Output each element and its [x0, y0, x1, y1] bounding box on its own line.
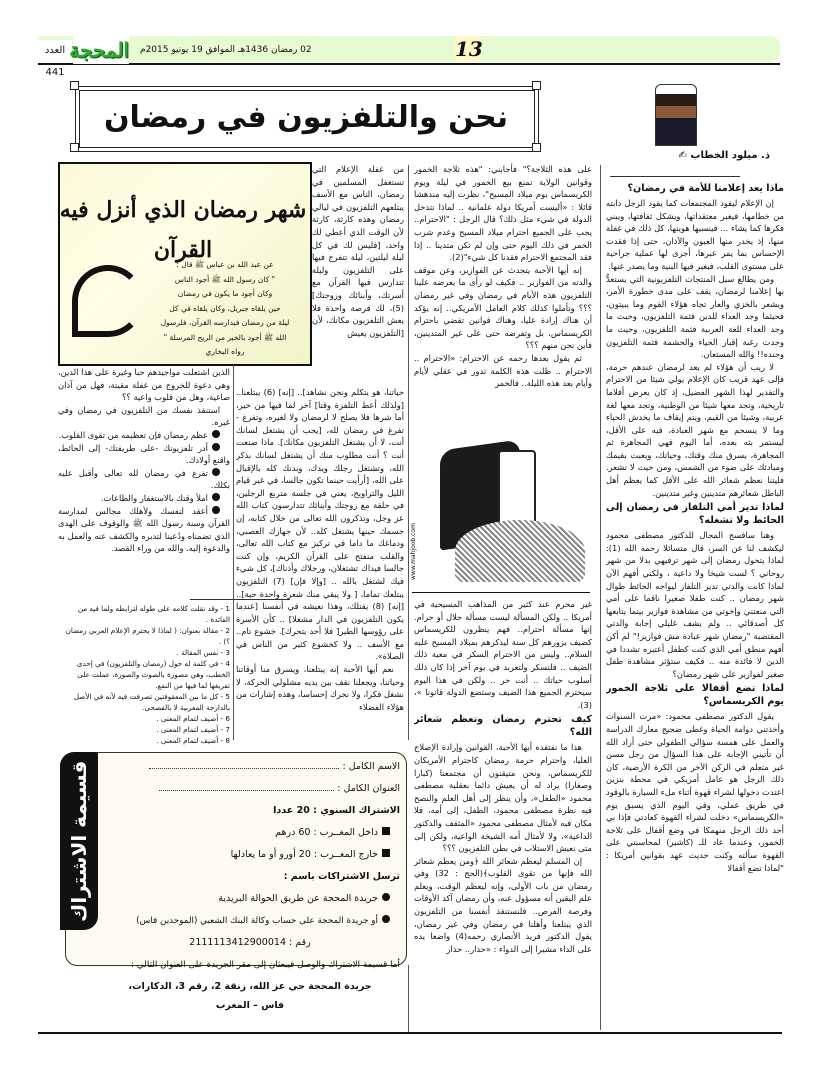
pen-icon: ✍	[678, 150, 687, 161]
calligraphy-title: شهر رمضان الذي أنزل فيه القرآن	[59, 197, 307, 263]
hadith-line: ليلة من رمضان فيدارسه القرآن، فلرسول	[160, 318, 290, 327]
bullet-icon	[212, 468, 220, 476]
payment-option-text: أو جريدة المحجة على حساب وكالة البنك الشعبي (الموحدين فاس)	[136, 916, 378, 926]
hadith-line: الله ﷺ أجود بالخير من الريح المرسلة "	[163, 332, 287, 342]
paragraph: لا ريب أن هؤلاء لم يعد لرمضان عندهم حرمة، فإلى عهد قريب كان الإعلام يولي شيئا من الاحترام والتقدير لهذا الشهر الفضيل، إذ كان يعرض أفلاما تاريخية، وتجد معها شيئا من الوطنية، وتجد معها لغة عربية، وشيئا من القيم، ويتم إيقاف ما يخدش الحياء وما لا ينسجم مع شهر العبادة، فيه على الأقل، ليستمر بثه بعده، أما اليوم فهي المجاهرة ثم المجاهرة، يسرق منك وقتك، وحياتك، ويعبث بقيمك ومبادئك على ضوء من الشمس، ومن حيث لا تشعر. فليتنا نعظم شعائر الله على الأقل كما يعظم أهل الباطل شعائرهم متدينين وغير متدينين.	[606, 361, 784, 498]
paragraph: غير محرم عند كثير من المذاهب المسيحية في أمريكا .. ولكن المسألة ليست مسألة حلال أو حرام. إنها مسألة احترام.. فهم ينظرون للكريسماس كضيف يزورهم كل سنة ليذكرهم بميلاد المسيح عليه السلام.. وليس من الاحترام السكر في معية ذلك الضيف .. فلتسكر ولتعربد في يوم آخر إذا كان ذلك أسلوب حياتك .. أنت حر .. ولكن في هذا اليوم سيحترم الجميع هذا الضيف وستضع الدولة قانونا »، (3).	[414, 599, 592, 710]
paragraph: استنقذ نفسك من التلفزيون في رمضان وفي غيره.	[58, 404, 230, 428]
bullet-icon	[382, 915, 390, 923]
bullet-text: تفرغ في رمضان لله تعالى وأقبل عليه بكلك.	[58, 467, 230, 491]
square-bullet-icon	[382, 849, 390, 857]
bullet-text: عظم رمضان فإن تعظيمه من تقوى القلوب.	[58, 429, 208, 440]
footnote: 8 - أضيف لتمام المعنى .	[156, 736, 230, 745]
price-outside-text: خارج المغــرب : 20 أورو أو ما يعادلها	[230, 849, 378, 860]
address-label: العنوان الكامل :	[337, 783, 400, 794]
bullet-icon	[382, 893, 390, 901]
column-divider	[233, 365, 234, 740]
column-divider	[408, 165, 409, 740]
name-field[interactable]	[149, 758, 339, 769]
paragraph: حياتنا، هو يتكلم ونحن نشاهد].. [إنه] (6) يبتلعنا.. [ولذلك أعط التلفزة وقتا] آخر لما فيها من خير، أما شرها فلا يصلح لا لرمضان ولا لغيره، وتفرغ - تفرغ في رمضان لله، [يجب أن يشتغل لسانك أنت، لا أن يشتغل التلفزيون مكانك]. ماذا صنعت أنت ؟ أنت مطلوب منك أن يشتغل لسانك بذكر الله، وتشتغل رجلك ويدك، وبدنك كله بالإقبال على الله، [أرأيت حينما تكون جالسا، في غير قيام الليل والتراويح، يعني في جلسة متربع الرجلين، في حلقة مع زوجتك وأبنائك تتدارسون كتاب الله عز وجل، وتذكرون الله تعالى من خلال كتابه، إن جسمك حينها يشتغل كله.. لأن جهازك العصبي، ودماغك ما داما في تركيز مع كتاب الله تعالى، والقلب منفتح على القرآن الكريم، وإن كنت جالسا فيداك تشتغلان، ورجلاك وأذناك]، كل شيء فيك لشتغل بالله .. [وإلا فإن] (7) التلفزيون يبتلعك تماما، [ ولا يبقي منك شعرة واحدة حية].. [إنه] (8) يقتلك، وهذا نعيشه في أنفسنا [عندما يكون التلفزيون في الدار مشغلا] .. كأن الأسرة على رؤوسها الطير[ فلا أحد يتحرك]. خشوع تام.. مع الأسف .. ولا كخشوع كثير من الناس في الصلاة».	[236, 387, 404, 662]
subscription-tab-label: قسيمة الاشتراك	[67, 760, 91, 922]
footnote: 3 - نفس المقالة .	[176, 648, 230, 657]
mailing-address-line2: فاس – المغرب	[215, 1000, 285, 1011]
hadith-line: وكان أجود ما يكون في رمضان	[177, 289, 273, 298]
hadith-line: " كان رسول الله ﷺ أجود الناس	[174, 274, 276, 284]
paragraph: وهنا سافسح المجال للدكتور مصطفى محمود ليكشف لنا عن السر، قال متسائلا رحمه الله (1): لماذا يتحول رمضان إلى شهر ترفيهي بدلا من شهر روحاني ؟ لست شيخا ولا داعية ، ولكني أفهم الآن لماذا كانت والدتي تدير التلفاز ليواجه الحائط طوال شهر رمضان .. كنت طفلا صغيرا ناقما على أمي التي منعتني وإخوتي من مشاهدة فوازير بينما يتابعها كل أصدقائي .. ولم يشف غليلي إجابة والدتي المقتضبة "رمضان شهر عبادة مش فوازير!" لم أكن أفهم منطق أمي الذي كنت كطفل أعتبره تشددا في الدين لا فائدة منه .. فكيف ستؤثر مشاهدة طفل صغير لفوازير على شهر رمضان؟	[606, 530, 784, 679]
paragraph: ثم يقول بعدها رحمه عن الاحترام: «الاحترام .. الاحترام .. ظلت هذه الكلمة تدور في عقلي لأيام وأيام بعد هذه الليلة.. فالخمر	[414, 352, 592, 389]
bullet-icon	[212, 443, 220, 451]
bullet-item	[58, 429, 230, 442]
paragraph: إن الإعلام ليقود المجتمعات كما يقود الرجل دابته من خطامها، فيغير معتقداتها، ويشكل ثقافتها، ويبني فكرها كما يشاء ... فينسيها هويتها، كل ذلك في غفلة منها، إذ يخدر منها العيون والآذان، حتى إذا فقدت الإحساس بما يمر عبرها، أجرى لها عملية جراحية على مستوى القلب، فيغير فيها البنية وما يصدر عنها.	[606, 198, 784, 271]
bullet-icon	[212, 430, 220, 438]
brand-logo: المحجة	[69, 38, 129, 62]
hadith-text	[150, 258, 300, 360]
column-divider	[600, 165, 601, 1030]
page-bottom-rule	[38, 1032, 782, 1034]
footnote: 6 - أضيف لتمام المعنى .	[156, 714, 230, 723]
image-credit: www.mahjoob.com	[410, 523, 417, 580]
paragraph: على هذه الثلاجة؟" فأجابني: "هذه ثلاجة الخمور وقوانين الولاية تمنع بيع الخمور في ليلة ويوم الكريسماس يوم ميلاد المسيح"، نظرت إليه مندهشا قائلا : «أليست أمريكا دولة علمانية .. لماذا تتدخل الدولة في شيء مثل ذلك؟ قال الرجل : "الاحترام.. يجب على الجميع احترام ميلاد المسيح وعدم شرب الخمر في ذلك اليوم حتى وإن لم تكن متدينا .. إذا فقد المجتمع الاحترام فقدنا كل شيء"(2).	[414, 164, 592, 263]
footnote: 1 - وقد نقلت كلامه على طوله لترابطه ولما فيه من الفائدة .	[77, 604, 230, 624]
column-2-top	[414, 163, 592, 433]
paragraph: الذين اشتعلت مواجيدهم حبا وغيرة على هذا الدين، وهي دعوة للخروج من غفلة مقيتة، فهل من آذان صاغية، وهل من قلوب واعية ؟؟	[58, 367, 230, 403]
column-2-bottom	[414, 598, 592, 1032]
column-1	[606, 180, 784, 1032]
footnote: 4 - في كلمة له حول (رمضان والتلفزيون) في إحدى الخطب، وهي مصورة بالصوت والصورة، عملت على تفريغها لما فيها من النفع.	[76, 659, 230, 690]
subscription-body	[100, 756, 400, 1014]
footnotes	[58, 603, 230, 746]
paragraph: من غفلة الإعلام التي تستغفل المسلمين في رمضان، الناس مع الأسف يبتلعهم التلفزيون في ليالي رمضان وهذه كارثة، كارثة لأن الوقت الذي أعطي لك واحد، [فليس لك في كل ليلة ليلتين، ليلة تتفرج فيها على التلفزيون وليلة تتدارس فيها القرآن مع أسرتك، وأبنائك وزوجتك] (5)، لك فرصة واحدة فلا يعش التلفزيون مكانك، لأن [التلفزيون يعيش	[312, 164, 404, 338]
bullet-icon	[212, 493, 220, 501]
paragraph: نعم أيها الأحبة إنه يبتلعنا، ويسرق منا أوقاتنا وحياتنا، ويجعلنا نقف بين يديه مشلولي الحركة، لا نشغل فكرا، ولا نحرك إحساسا، وهذه إشارات من هؤلاء الفضلاء	[236, 664, 404, 712]
bullet-item	[58, 492, 230, 505]
payment-option-1	[100, 888, 400, 910]
bullet-text: أعقد لنفسك ولأهلك مجالس لمدارسة القرآن وسنة رسول الله ﷺ والوقوف على الهدى الذي تضمناه ودُعينا لتدبره والكشف عنه والعمل به والدعوة إليه. والله من وراء القصد.	[58, 505, 230, 554]
bullet-item	[58, 442, 230, 467]
square-bullet-icon	[382, 827, 390, 835]
name-label: الاسم الكامل :	[342, 761, 400, 772]
price-outside	[100, 844, 400, 866]
floral-ornament	[72, 265, 144, 337]
issue-number: العدد 441	[38, 40, 72, 62]
paragraph: ومن يطالع سيل المنتجات التلفزيونية التي يستعدُّ بها إعلامنا لرمضان، يقف على مدى خطورة الأمر، ويشعر بالخزي والعار تجاه هؤلاء القوم وما يبيتون، فحيثما وجد العداء للدين فثمة التلفزيون، وحيث ما وجد العداء للغة العربية فثمة التلفزيون، وحيث ما وجدت رغبة إقبار الحياء والحشمة فثمة التلفزيون وجنده!! والله المستعان.	[606, 273, 784, 360]
bullet-text: املأ وقتك بالاستغفار والطاعات.	[101, 492, 208, 503]
bullet-item	[58, 467, 230, 492]
paragraph: إن المسلم ليعظم شعائر الله ﴿ومن يعظم شعائر الله فإنها من تقوى القلوب﴾(الحج : 32) وفي رمضان من باب الأولى، وإنه ليعظم الوقت، ويعلم علم اليقين أنه مسؤول عنه، وأن رمضان آكد الأوقات وفرصة الفرص.. فلنستنقذ أنفسنا من التلفزيون الذي يبتلعنا وأهلنا في رمضان وفي غير رمضان، يقول الدكتور فريد الأنصاري رحمه(4) واضعا يده على الداء مشيرا إلى الدواء : «حذار.. حذار	[414, 855, 592, 954]
bullet-text: أدر تلفزيونك -على طريقتك- إلى الحائط، واقنع أولادك.	[58, 442, 230, 466]
issue-date: 02 رمضان 1436هـ الموافق 19 يونيو 2015م	[140, 45, 312, 55]
tv-spilling-debris	[455, 520, 585, 582]
footnote: 7 - أضيف لتمام المعنى .	[156, 725, 230, 734]
author-photo	[655, 84, 697, 146]
send-to-label: ترسل الاشتراكات باسم :	[283, 871, 400, 882]
subheading: لماذا تضع أقفالا على ثلاجة الخمور يوم الكريسماس؟	[606, 683, 784, 708]
subheading: كيف تحترم رمضان وتعظم شعائر الله؟	[414, 714, 592, 739]
article-title: نحن والتلفزيون في رمضان	[103, 100, 509, 135]
bullet-item	[58, 505, 230, 555]
mailing-instructions: أما قسيمة الاشتراك والوصل فيبعثان إلى مقر الجريدة على العنوان التالي :	[131, 960, 400, 970]
masthead-rule	[38, 63, 780, 65]
footnote: 2 - مقالة بعنوان: ( لماذا لا يحترم الإعلام العربي رمضان ؟) .	[65, 626, 230, 646]
author-byline	[600, 150, 770, 161]
mailing-address-line1: جريدة المحجة حي عز الله، زنقة 2، رقم 3، الدكارات،	[128, 981, 372, 992]
annual-subscription: الاشتراك السنوي : 20 عددا	[273, 805, 400, 816]
bullet-icon	[212, 506, 220, 514]
column-3-narrow	[312, 163, 404, 385]
author-name: ذ. ميلود الخطاب	[690, 150, 770, 161]
price-inside-text: داخل المغــرب : 60 درهم	[275, 827, 378, 838]
address-field[interactable]	[159, 780, 334, 791]
price-inside	[100, 822, 400, 844]
footnote: 5 - كل ما بين المعقوفتين تصرفت فيه لأنه في الأصل بالدارجة المغربية لا بالفصحى.	[73, 692, 230, 712]
payment-option-2	[100, 910, 400, 932]
subheading: لماذا تدير أمي التلفاز في رمضان إلى الحائط ولا تشغله؟	[606, 502, 784, 527]
name-row	[100, 756, 400, 778]
account-number: رقم : 2111113412900014	[189, 937, 311, 948]
hadith-line: رواه البخاري	[205, 347, 245, 356]
address-row	[100, 778, 400, 800]
hadith-line: عن عبد الله بن عباس ﷺ قال :	[176, 260, 274, 269]
column-divider	[408, 965, 409, 1033]
paragraph: هذا ما نفتقده أيها الأحبة، القوانين وإرادة الإصلاح العليا، واحترام حرمة رمضان كاحترام الأمريكان للكريسماس، ونحن متيقنون أن مجتمعنا (كبارا وصغارا) يراد له أن يعيش دائما بعقلية مصطفى محمود «الطفل»، وأن ينظر إلى أهل العلم والنصح فيه نظرة مصطفى محمود، الطفل، إلى أمه، فلا مكان فيه لأمثال مصطفى محمود «المثقف والدكتور الداعية»، ولا لأمثال أمه الشيخة الواعية، ولكن إلى متى نعيش الاستلاب في بطن التلفزيون ؟؟؟	[414, 742, 592, 854]
subheading: ماذا يعد إعلامنا للأمة في رمضان؟	[627, 183, 784, 194]
paragraph: إنه أيها الأحبة يتحدث عن الفوازير، وعن موقف والدته من الفوازير .. فكيف لو رأى ما يعرضه علينا التلفزيون هذه الأيام في رمضان وفي غير رمضان ؟؟؟ وتأملوا كذلك كلام العامل الأمريكي.. إنه يؤكد أن هناك إرادة عليا، وهناك قوانين تقضي باحترام الكريسماس، بل وتفرضه حتى على غير المتدينين، فأين نحن منهم ؟؟؟	[414, 264, 592, 351]
paragraph: يقول الدكتور مصطفى محمود: «مرت السنوات وأخذتني دوامة الحياة وغطى ضجيج معارك الدراسة والعمل على همسة سؤالي الطفولي حتى أراد الله أن تأتيني الإجابة على هذا السؤال من رجل مسن غير متعلم في الركن الآخر من الكرة الأرضية، كان ذلك الرجل هو عامل أمريكي في محطة بنزين اعتدت دخولها لشراء قهوة أثناء ملء السيارة بالوقود في طريق عملي، وفي اليوم الذي يسبق يوم «الكريسماس» دخلت لشراء القهوة كعادتي فإذا بي أجد ذلك الرجل منهمكا في وضع أقفال على ثلاجة الخمور، وعندما عاد للـ (كاشير) لمحاسبتي على القهوة سألته وكنت حديث عهد بقوانين أمريكا : "لماذا تضع أقفالا	[606, 711, 784, 873]
hadith-line: حين يلقاه جبريل، وكان يلقاه في كل	[169, 303, 281, 313]
column-4	[58, 366, 230, 598]
payment-option-text: جريدة المحجة عن طريق الحوالة البريدية	[218, 893, 378, 904]
author-rule	[610, 176, 740, 177]
column-3-wide	[236, 386, 404, 740]
footnotes-rule	[190, 599, 290, 600]
page-number: 13	[455, 37, 483, 61]
